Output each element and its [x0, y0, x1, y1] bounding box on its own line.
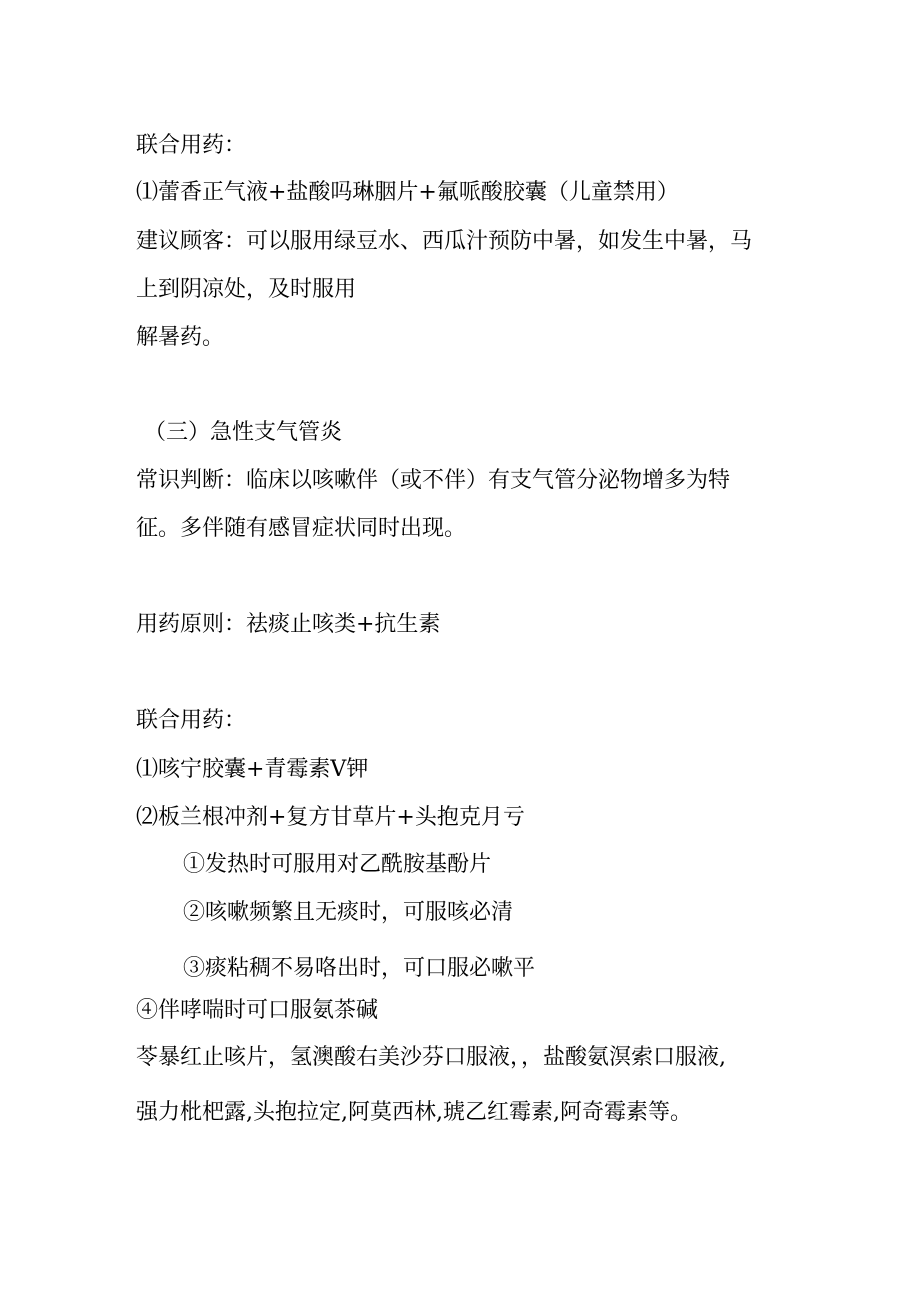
other-drugs-line-2: 强力枇杷露,头抱拉定,阿莫西林,琥乙红霉素,阿奇霉素等。 [136, 1100, 692, 1125]
customer-advice-line-2: 上到阴凉处，及时服用 [136, 277, 357, 302]
note-thick-phlegm: ③痰粘稠不易咯出时，可口服必嗽平 [183, 956, 536, 981]
medication-combo-3: ⑵板兰根冲剂+复方甘草片+头抱克月亏 [136, 805, 525, 830]
medication-combo-2: ⑴咳宁胶囊+青霉素V钾 [136, 757, 369, 782]
medication-principle: 用药原则：祛痰止咳类+抗生素 [136, 612, 441, 637]
other-drugs-line-1: 苓暴红止咳片，氢澳酸右美沙芬口服液，，盐酸氨溟索口服液, [136, 1045, 726, 1070]
customer-advice-line-1: 建议顾客：可以服用绿豆水、西瓜汁预防中暑，如发生中暑，马 [136, 229, 753, 254]
combined-medication-heading-1: 联合用药： [136, 133, 247, 158]
customer-advice-line-3: 解暑药。 [136, 325, 225, 350]
diagnosis-line-1: 常识判断：临床以咳嗽伴（或不伴）有支气管分泌物增多为特 [136, 468, 731, 493]
medication-combo-1: ⑴蕾香正气液+盐酸吗琳胭片+氟哌酸胶囊（儿童禁用） [136, 180, 679, 205]
combined-medication-heading-2: 联合用药： [136, 708, 247, 733]
diagnosis-line-2: 征。多伴随有感冒症状同时出现。 [136, 516, 467, 541]
note-frequent-cough: ②咳嗽频繁且无痰时，可服咳必清 [183, 900, 514, 925]
note-fever: ①发热时可服用对乙酰胺基酚片 [183, 852, 492, 877]
section-heading-acute-bronchitis: （三）急性支气管炎 [144, 420, 343, 445]
note-asthma: ④伴哮喘时可口服氨茶碱 [136, 998, 379, 1023]
